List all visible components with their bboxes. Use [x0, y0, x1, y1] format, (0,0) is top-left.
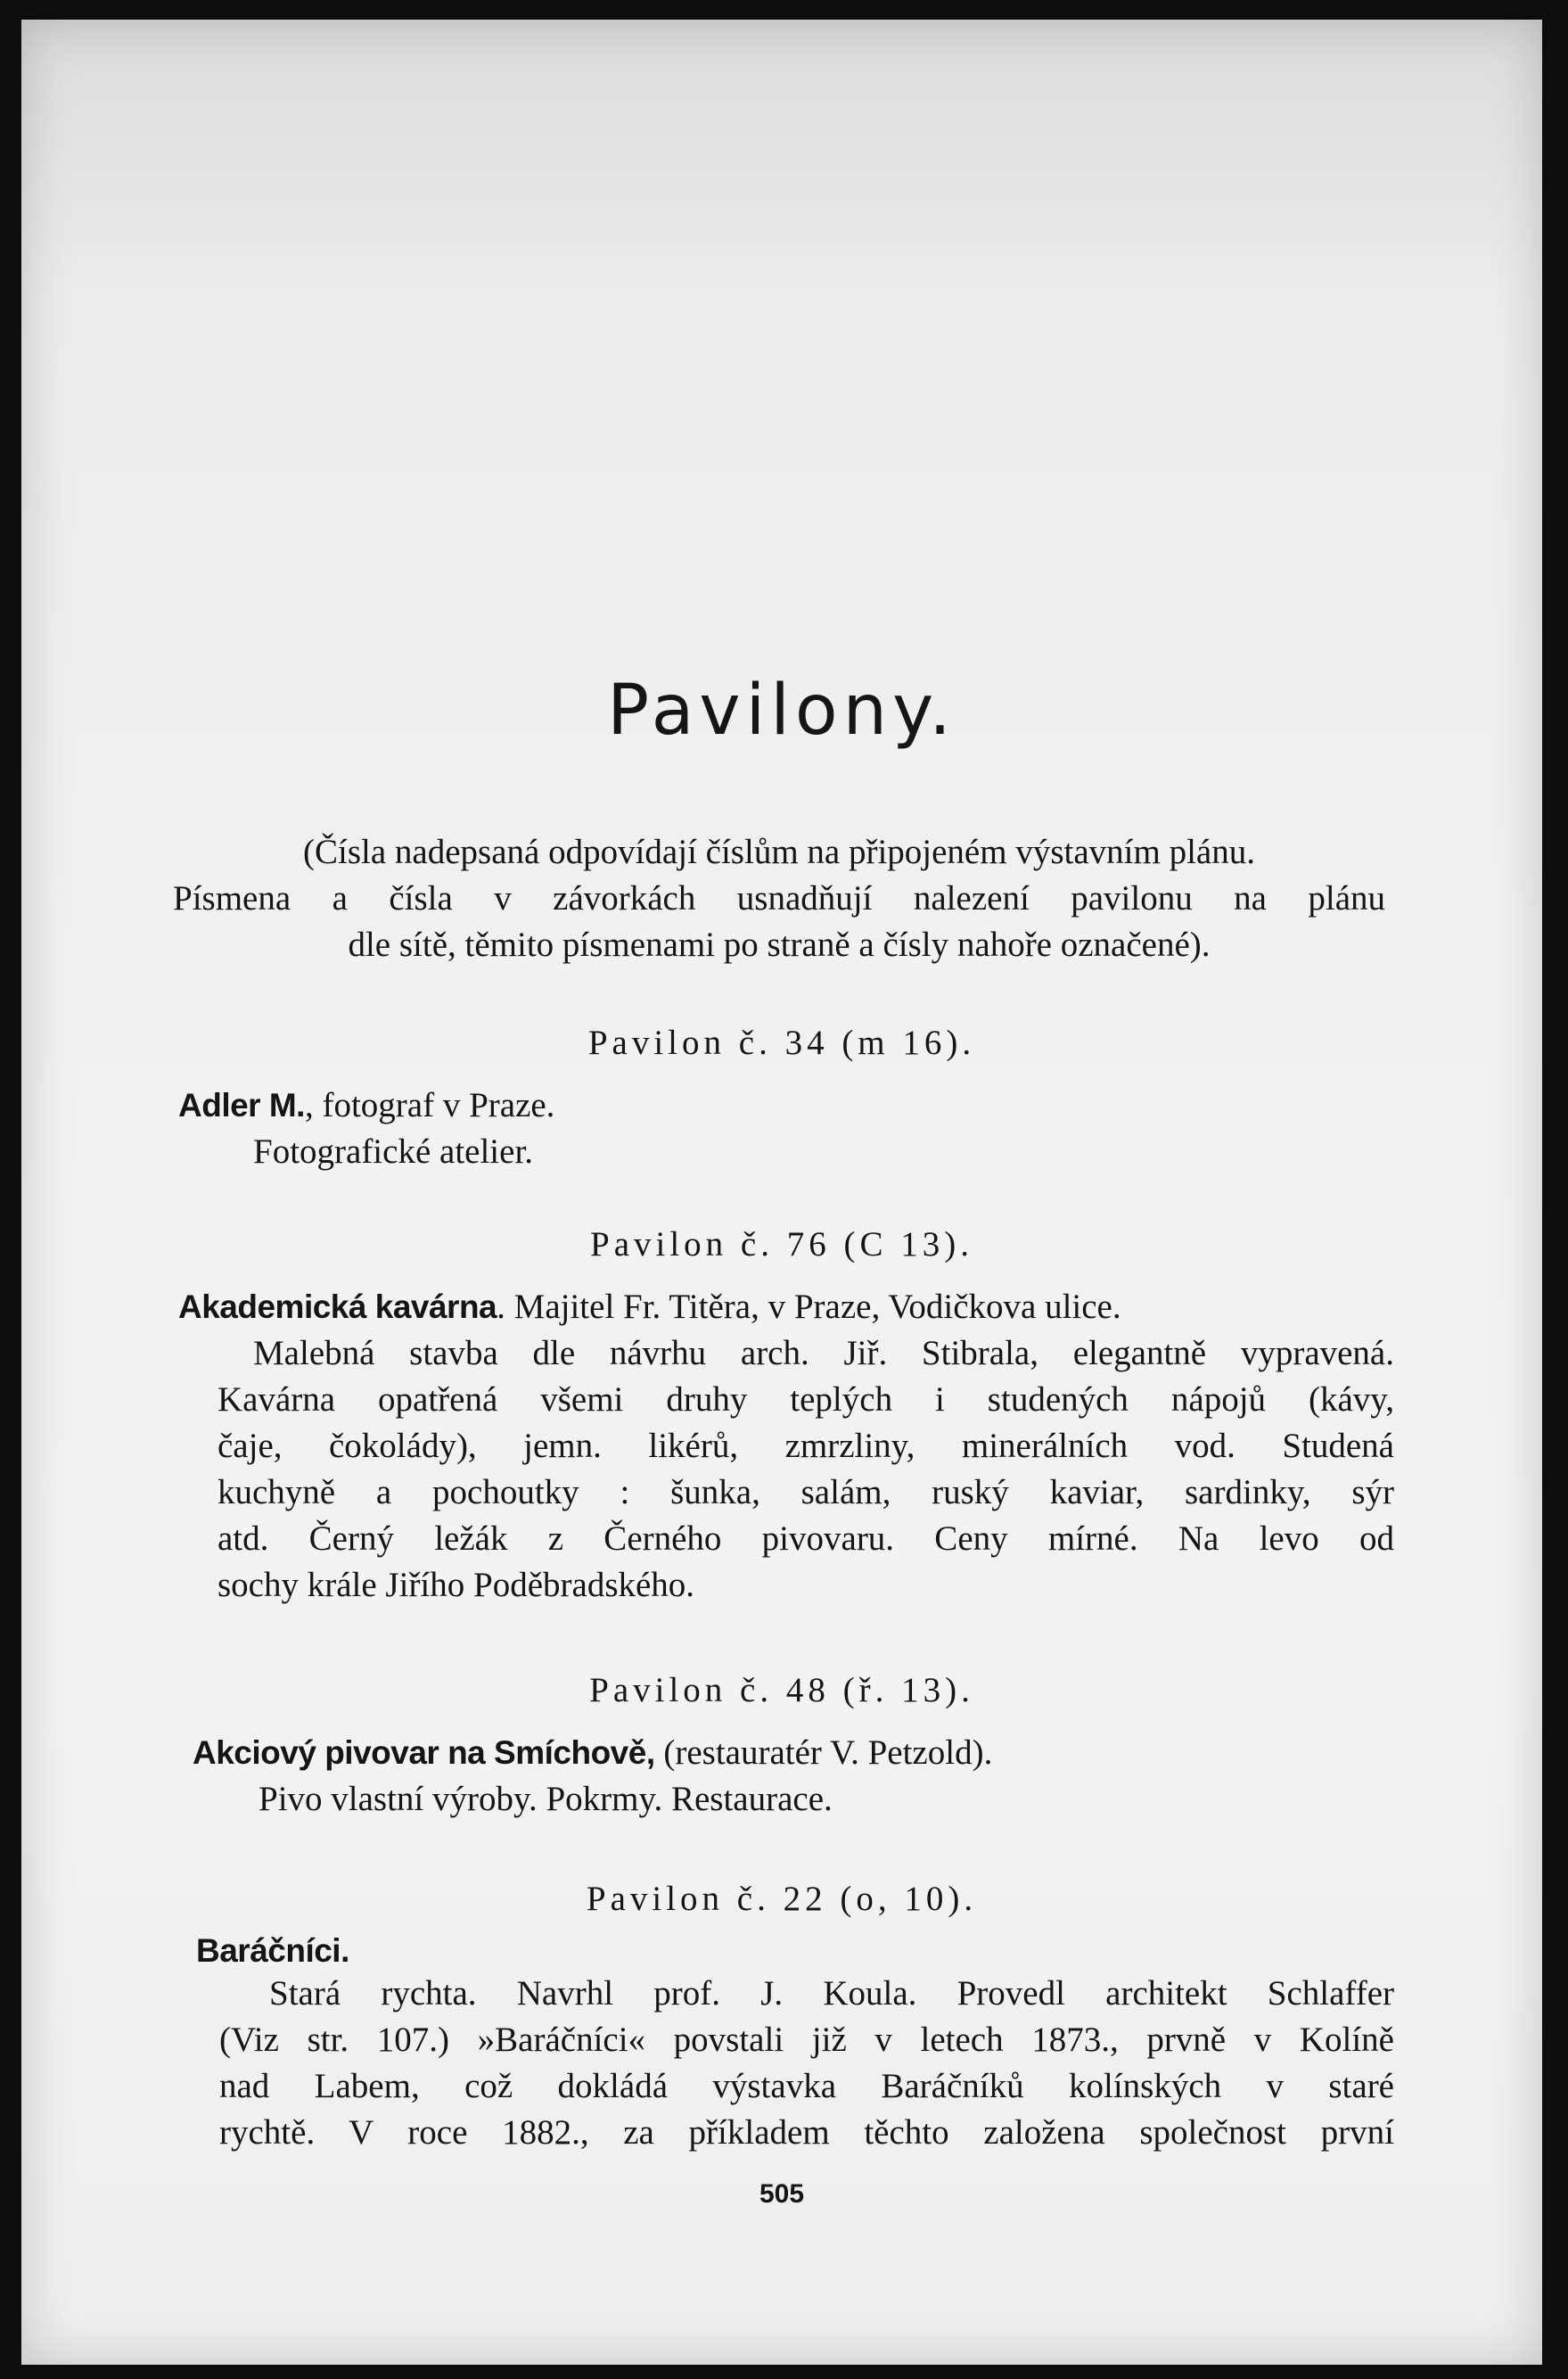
intro-line-3: dle sítě, těmito písmenami po straně a čísly nahoře označené).	[348, 926, 1211, 964]
pavilion-22-line-4: rychtě. V roce 1882., za příkladem těchto založena společnost první	[219, 2113, 1394, 2152]
intro-line-1: (Čísla nadepsaná odpovídají číslům na připojeném výstavním plánu.	[303, 833, 1255, 871]
pavilion-76-entry	[178, 1284, 1121, 1330]
pavilion-48-entry	[193, 1730, 992, 1776]
intro-line-2: Písmena a čísla v závorkách usnadňují nalezení pavilonu na plánu	[173, 879, 1385, 918]
pavilion-34-description: Fotografické atelier.	[253, 1132, 534, 1171]
pavilion-48-description: Pivo vlastní výroby. Pokrmy. Restaurace.	[259, 1780, 833, 1818]
pavilion-22-heading: Pavilon č. 22 (o, 10).	[586, 1880, 978, 1918]
document-page	[21, 20, 1542, 2365]
pavilion-48-heading: Pavilon č. 48 (ř. 13).	[589, 1671, 974, 1709]
pavilion-22-entry	[196, 1928, 349, 1974]
pavilion-76-line-4: kuchyně a pochoutky : šunka, salám, ruský kaviar, sardinky, sýr	[218, 1473, 1394, 1511]
pavilion-22-line-1: Stará rychta. Navrhl prof. J. Koula. Provedl architekt Schlaffer	[269, 1974, 1394, 2013]
pavilion-34-heading: Pavilon č. 34 (m 16).	[587, 1024, 976, 1062]
pavilion-76-line-5: atd. Černý ležák z Černého pivovaru. Ceny mírné. Na levo od	[218, 1519, 1394, 1558]
exhibitor-details: , fotograf v Praze.	[304, 1086, 555, 1124]
pavilion-76-line-3: čaje, čokolády), jemn. likérů, zmrzliny, minerálních vod. Studená	[218, 1427, 1394, 1465]
exhibitor-name: Adler M.	[178, 1087, 305, 1124]
page-title: Pavilony.	[607, 671, 956, 751]
pavilion-76-line-6: sochy krále Jiřího Poděbradského.	[218, 1566, 695, 1604]
pavilion-76-line-1: Malebná stavba dle návrhu arch. Jiř. Stibrala, elegantně vypravená.	[253, 1334, 1394, 1372]
exhibitor-details: . Majitel Fr. Titěra, v Praze, Vodičkova ulice.	[497, 1288, 1121, 1326]
pavilion-22-line-2: (Viz str. 107.) »Baráčníci« povstali již v letech 1873., prvně v Kolíně	[219, 2021, 1394, 2059]
exhibitor-details: (restauratér V. Petzold).	[654, 1733, 993, 1772]
exhibitor-name: Baráčníci.	[196, 1932, 349, 1969]
page-number: 505	[759, 2179, 805, 2209]
exhibitor-name: Akciový pivovar na Smíchově,	[193, 1734, 655, 1771]
pavilion-34-entry	[178, 1082, 554, 1129]
exhibitor-name: Akademická kavárna	[178, 1288, 497, 1325]
pavilion-76-heading: Pavilon č. 76 (C 13).	[590, 1225, 973, 1264]
pavilion-76-line-2: Kavárna opatřená všemi druhy teplých i studených nápojů (kávy,	[218, 1380, 1394, 1419]
pavilion-22-line-3: nad Labem, což dokládá výstavka Baráčníků kolínských v staré	[219, 2067, 1394, 2105]
